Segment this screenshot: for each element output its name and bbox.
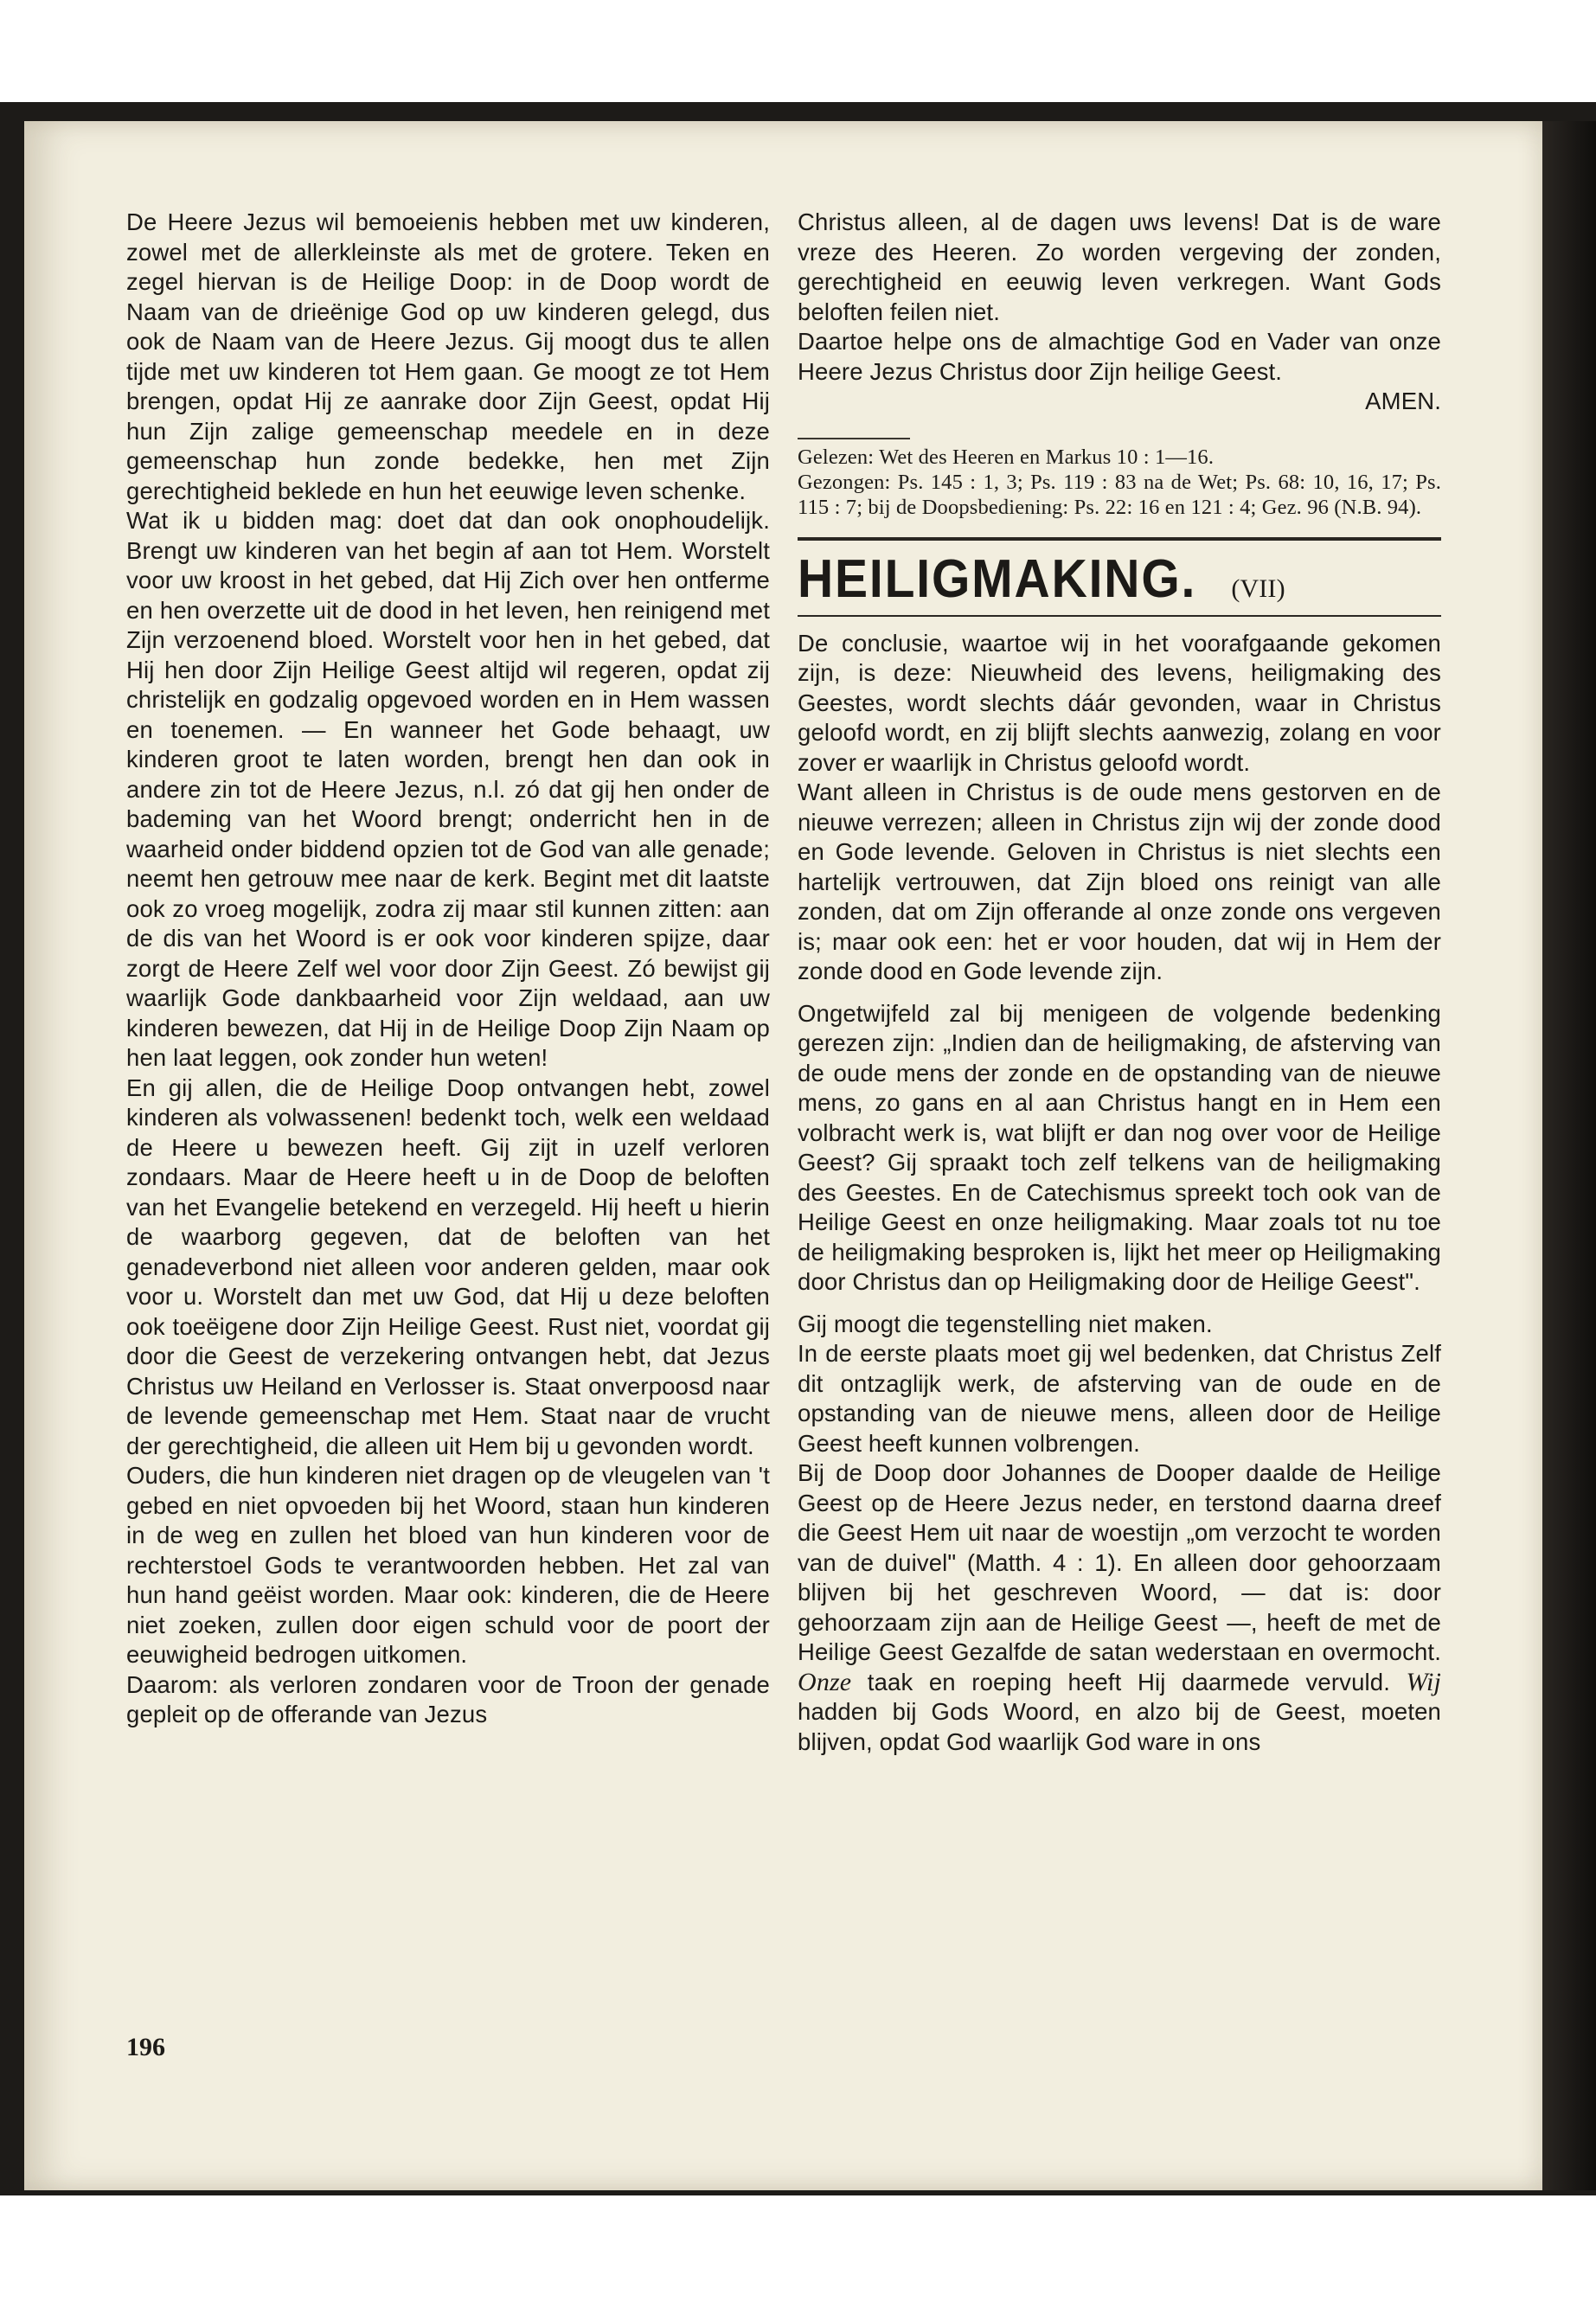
book-cover-edge <box>1542 121 1596 2190</box>
italic-wij: Wij <box>1406 1667 1442 1696</box>
italic-onze: Onze <box>798 1667 852 1696</box>
right-paragraph-6-end: hadden bij Gods Woord, en alzo bij de Geest, moeten blijven, opdat God waarlijk God ware in ons <box>798 1698 1441 1755</box>
left-paragraph-5: Daarom: als verloren zondaren voor de Troon der genade gepleit op de offerande van Jezus <box>126 1670 770 1727</box>
right-column <box>798 208 1441 1757</box>
readings-read: Gelezen: Wet des Heeren en Markus 10 : 1—16. <box>798 445 1215 469</box>
left-paragraph-3: En gij allen, die de Heilige Doop ontvangen hebt, zowel kinderen als volwassenen! bedenkt toch, welk een weldaad de Heere u bewezen heeft. Gij zijt in uzelf verloren zondaars. Maar de Heere heeft u in de Doop de beloften van het Evangelie betekend en verzegeld. Hij heeft u hierin de waarborg gegeven, dat de beloften van het genadeverbond niet alleen voor anderen gelden, maar ook voor u. Worstelt dan met uw God, dat Hij u deze beloften ook toeëigene door Zijn Heilige Geest. Rust niet, voordat gij door die Geest de verzekering ontvangen hebt, dat Jezus Christus uw Heiland en Verlosser is. Staat onverpoosd naar de levende gemeenschap met Hem. Staat naar de vrucht der gerechtigheid, die alleen uit Hem bij u gevonden wordt. <box>126 1074 770 1459</box>
readings-note <box>798 436 1441 520</box>
right-intro-1: Christus alleen, al de dagen uws levens! Dat is de ware vreze des Heeren. Zo worden vergeving der zonden, gerechtigheid en eeuwig leven verkregen. Want Gods beloften feilen niet. <box>798 208 1441 325</box>
section-rule-top <box>798 537 1441 541</box>
right-paragraph-5: In de eerste plaats moet gij wel bedenken, dat Christus Zelf dit ontzaglijk werk, de afsterving van de oude en de opstanding van de nieuwe mens, alleen door de Heilige Geest heeft kunnen volbrengen. <box>798 1340 1441 1457</box>
right-paragraph-1: De conclusie, waartoe wij in het voorafgaande gekomen zijn, is deze: Nieuwheid des levens, heiligmaking des Geestes, wordt slechts dáár gevonden, waar in Christus geloofd wordt, en zij blijft slechts aanwezig, zolang en voor zover er waarlijk in Christus geloofd wordt. <box>798 629 1441 776</box>
heading-title: HEILIGMAKING. <box>798 548 1197 609</box>
amen-signoff: AMEN. <box>1365 388 1441 414</box>
page-number: 196 <box>126 2033 165 2061</box>
section-rule-bottom <box>798 615 1441 617</box>
right-paragraph-6-text: Bij de Doop door Johannes de Dooper daalde de Heilige Geest op de Heere Jezus neder, en terstond daarna dreef die Geest Hem uit naar de woestijn „om verzocht te worden van de duivel" (Matth. 4 : 1). En alleen door gehoorzaam blijven bij het geschreven Woord, — dat is: door gehoorzaam zijn aan de Heilige Geest —, heeft de met de Heilige Geest Gezalfde de satan wederstaan en overmocht. <box>798 1459 1441 1665</box>
left-paragraph-2: Wat ik u bidden mag: doet dat dan ook onophoudelijk. Brengt uw kinderen van het begin af aan tot Hem. Worstelt voor uw kroost in het gebed, dat Hij Zich over hen ontferme en hen overzette uit de dood in het leven, hen reinigend met Zijn verzoenend bloed. Worstelt voor hen in het gebed, dat Hij hen door Zijn Heilige Geest altijd wil regeren, opdat zij christelijk en godzalig opgevoed worden en in Hem wassen en toenemen. — En wanneer het Gode behaagt, uw kinderen groot te laten worden, brengt hen dan ook in andere zin tot de Heere Jezus, n.l. zó dat gij hen onder de bademing van het Woord brengt; onderricht hen in de waarheid onder biddend opzien tot de God van alle genade; neemt hen getrouw mee naar de kerk. Begint met dit laatste ook zo vroeg mogelijk, zodra zij maar stil kunnen zitten: aan de dis van het Woord is er ook voor kinderen spijze, daar zorgt de Heere Zelf wel voor door Zijn Geest. Zó bewijst gij waarlijk Gode dankbaarheid voor Zijn weldaad, aan uw kinderen bewezen, dat Hij in de Heilige Doop Zijn Naam op hen laat leggen, ook zonder hun weten! <box>126 507 770 1071</box>
heading-part: (VII) <box>1231 574 1285 603</box>
right-intro-2: Daartoe helpe ons de almachtige God en Vader van onze Heere Jezus Christus door Zijn heilige Geest. <box>798 328 1441 385</box>
left-column <box>126 208 770 1730</box>
section-heading <box>798 549 1441 610</box>
readings-sung: Gezongen: Ps. 145 : 1, 3; Ps. 119 : 83 na de Wet; Ps. 68: 10, 16, 17; Ps. 115 : 7; bij de Doopsbediening: Ps. 22: 16 en 121 : 4; Gez. 96 (N.B. 94). <box>798 470 1441 519</box>
right-paragraph-3: Ongetwijfeld zal bij menigeen de volgende bedenking gerezen zijn: „Indien dan de heiligmaking, de afsterving van de oude mens der zonde en de opstanding van de nieuwe mens, zo gans en al aan Christus hangt en in Hem een volbracht werk is, wat blijft er dan nog over voor de Heilige Geest? Gij spraakt toch zelf telkens van de heiligmaking des Geestes. En de Catechismus spreekt toch ook van de Heilige Geest en onze heiligmaking. Maar zoals tot nu toe de heiligmaking besproken is, lijkt het meer op Heiligmaking door Christus dan op Heiligmaking door de Heilige Geest". <box>798 999 1441 1295</box>
right-paragraph-4: Gij moogt die tegenstelling niet maken. <box>798 1310 1213 1337</box>
right-paragraph-6-mid: taak en roeping heeft Hij daarmede vervuld. <box>867 1668 1391 1695</box>
right-paragraph-2: Want alleen in Christus is de oude mens gestorven en de nieuwe verrezen; alleen in Christus zijn wij der zonde dood en Gode levende. Geloven in Christus is niet slechts een hartelijk vertrouwen, dat Zijn bloed ons reinigt van alle zonden, dat om Zijn offerande al onze zonde ons vergeven is; maar ook een: het er voor houden, dat wij in Hem der zonde dood en Gode levende zijn. <box>798 779 1441 984</box>
right-paragraph-6 <box>798 1458 1441 1757</box>
left-paragraph-1: De Heere Jezus wil bemoeienis hebben met uw kinderen, zowel met de allerkleinste als met de grotere. Teken en zegel hiervan is de Heilige Doop: in de Doop wordt de Naam van de drieënige God op uw kinderen gelegd, dus ook de Naam van de Heere Jezus. Gij moogt dus te allen tijde met uw kinderen tot Hem gaan. Ge moogt ze tot Hem brengen, opdat Hij ze aanrake door Zijn Geest, opdat Hij hun Zijn zalige gemeenschap meedele en in deze gemeenschap hun zonde bedekke, hen met Zijn gerechtigheid beklede en hun het eeuwige leven schenke. <box>126 208 770 504</box>
left-paragraph-4: Ouders, die hun kinderen niet dragen op de vleugelen van 't gebed en niet opvoeden bij het Woord, staan hun kinderen in de weg en zullen het bloed van hun kinderen voor de rechterstoel Gods te verantwoorden hebben. Het zal van hun hand geëist worden. Maar ook: kinderen, die de Heere niet zoeken, zullen door eigen schuld voor de poort der eeuwigheid bedrogen uitkomen. <box>126 1462 770 1668</box>
